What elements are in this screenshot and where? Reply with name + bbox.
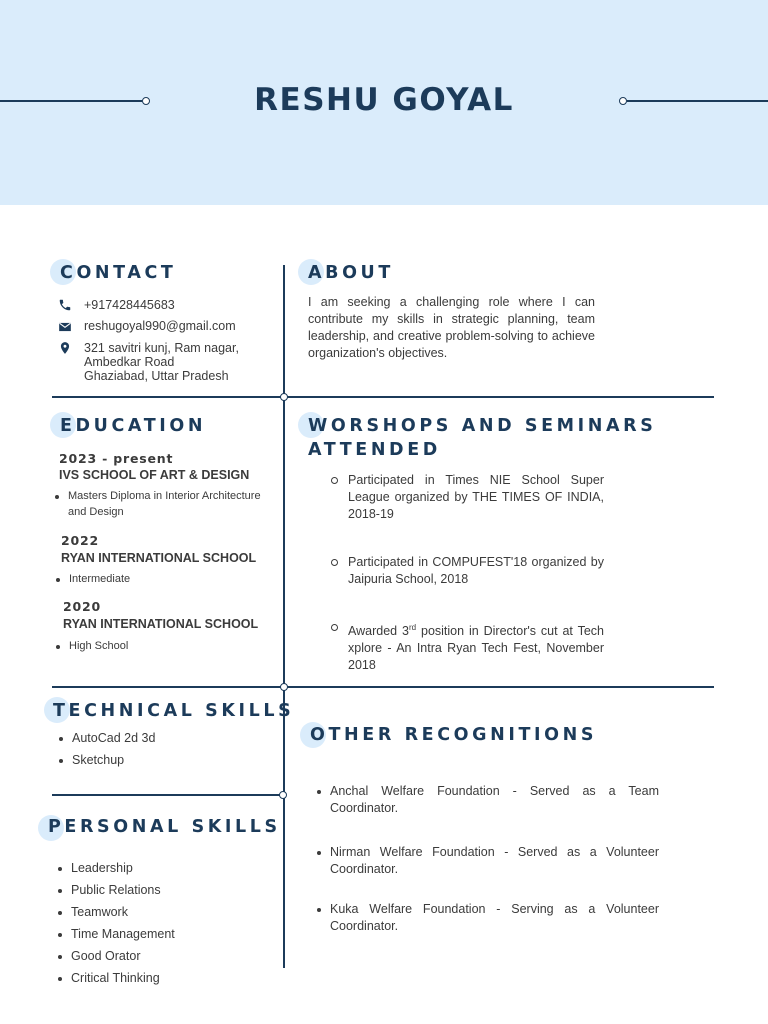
header-node-right — [619, 97, 627, 105]
contact-phone: +917428445683 — [84, 298, 175, 312]
email-icon — [58, 320, 72, 334]
other-recognitions-list — [316, 844, 659, 878]
list-item: Teamwork — [57, 904, 267, 921]
contact-email: reshugoyal990@gmail.com — [84, 319, 236, 333]
education-details — [55, 571, 275, 587]
personal-skills-heading: PERSONAL SKILLS — [48, 817, 281, 837]
education-year: 2023 - present — [59, 451, 174, 466]
list-item: Leadership — [57, 860, 267, 877]
list-item: Participated in COMPUFEST'18 organized by Jaipuria School, 2018 — [331, 554, 604, 588]
candidate-name: RESHU GOYAL — [254, 82, 514, 118]
list-item: Public Relations — [57, 882, 267, 899]
divider-1-node — [280, 393, 288, 401]
workshops-list — [331, 554, 604, 588]
divider-1 — [52, 396, 714, 398]
divider-2 — [52, 686, 714, 688]
list-item: Kuka Welfare Foundation - Serving as a Volunteer Coordinator. — [316, 901, 659, 935]
address-line-1: 321 savitri kunj, Ram nagar, — [84, 341, 239, 355]
workshops-heading — [308, 414, 656, 462]
other-recognitions-list — [316, 901, 659, 935]
education-school: RYAN INTERNATIONAL SCHOOL — [61, 551, 257, 565]
about-heading: ABOUT — [308, 263, 394, 283]
personal-skills-list — [57, 860, 267, 987]
other-recognitions-list — [316, 783, 659, 817]
divider-3-node — [279, 791, 287, 799]
education-school: IVS SCHOOL OF ART & DESIGN — [59, 468, 250, 482]
other-recognitions-heading: OTHER RECOGNITIONS — [310, 725, 598, 745]
center-divider — [283, 265, 285, 968]
contact-address — [84, 341, 239, 383]
education-details — [54, 488, 278, 520]
award-text-end: position in Director's cut at Tech xplore - An Intra Ryan Tech Fest, November 2018 — [348, 624, 604, 673]
education-year: 2020 — [63, 599, 101, 614]
address-line-2: Ambedkar Road — [84, 355, 175, 369]
header-line-right — [627, 100, 768, 102]
divider-3 — [52, 794, 284, 796]
location-pin-icon — [58, 341, 72, 355]
contact-heading: CONTACT — [60, 263, 177, 283]
award-text-start: Awarded 3 — [348, 624, 409, 639]
technical-skills-heading: TECHNICAL SKILLS — [53, 701, 295, 721]
list-item: Critical Thinking — [57, 970, 267, 987]
technical-skills-list — [58, 730, 268, 769]
list-item: Time Management — [57, 926, 267, 943]
address-line-3: Ghaziabad, Uttar Pradesh — [84, 369, 229, 383]
list-item: Masters Diploma in Interior Architecture and Design — [54, 488, 278, 520]
phone-icon — [58, 298, 72, 312]
workshops-heading-line-2: ATTENDED — [308, 440, 441, 460]
list-item: High School — [55, 638, 275, 654]
list-item: Intermediate — [55, 571, 275, 587]
education-details — [55, 638, 275, 654]
list-item: AutoCad 2d 3d — [58, 730, 268, 747]
list-item — [331, 619, 604, 674]
workshops-list — [331, 472, 604, 523]
award-ordinal-suffix: rd — [408, 623, 417, 632]
workshops-heading-line-1: WORSHOPS AND SEMINARS — [308, 416, 657, 436]
list-item: Good Orator — [57, 948, 267, 965]
workshops-list — [331, 619, 604, 674]
education-school: RYAN INTERNATIONAL SCHOOL — [63, 617, 259, 631]
list-item: Nirman Welfare Foundation - Served as a Volunteer Coordinator. — [316, 844, 659, 878]
list-item: Sketchup — [58, 752, 268, 769]
about-text: I am seeking a challenging role where I can contribute my skills in strategic planning, team leadership, and creative problem-solving to achieve organization's objectives. — [308, 295, 595, 360]
education-heading: EDUCATION — [60, 416, 207, 436]
list-item: Participated in Times NIE School Super League organized by THE TIMES OF INDIA, 2018-19 — [331, 472, 604, 523]
education-year: 2022 — [61, 533, 99, 548]
divider-2-node — [280, 683, 288, 691]
list-item: Anchal Welfare Foundation - Served as a Team Coordinator. — [316, 783, 659, 817]
